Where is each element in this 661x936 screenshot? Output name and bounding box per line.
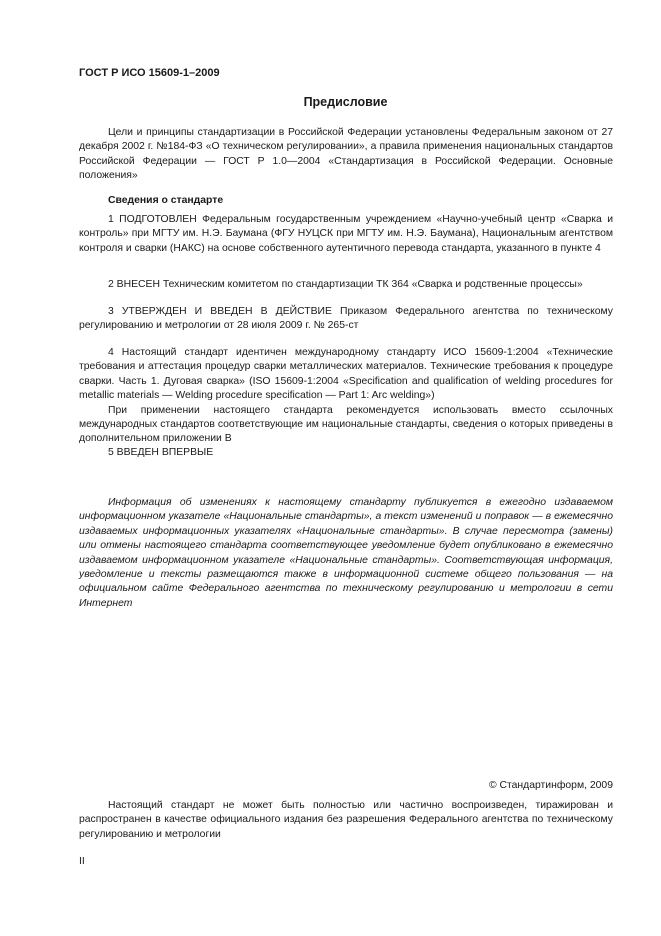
item-4 (79, 346, 613, 447)
page-title: Предисловие (303, 95, 388, 109)
item-1 (79, 213, 613, 256)
item-3-text: 3 УТВЕРЖДЕН И ВВЕДЕН В ДЕЙСТВИЕ Приказом Федерального агентства по техническому регулированию и метрологии от 28 июля 2009 г. № 265-ст (79, 306, 613, 332)
intro-paragraph (79, 126, 613, 184)
reproduction-text: Настоящий стандарт не может быть полностью или частично воспроизведен, тиражирован и распространен в качестве официального издания без разрешения Федерального агентства по техническому регулированию и метрологии (79, 800, 613, 840)
notice-text: Информация об изменениях к настоящему стандарту публикуется в ежегодно издаваемом информационном указателе «Национальные стандарты», а текст изменений и поправок — в ежемесячно издаваемых информационных указателях «Национальные стандарты». В случае пересмотра (замены) или отмены настоящего стандарта соответствующее уведомление будет опубликовано в ежемесячно издаваемом информационном указателе «Национальные стандарты». Соответствующая информация, уведомление и тексты размещаются также в информационной системе общего пользования — на официальном сайте Федерального агентства по техническому регулированию и метрологии в сети Интернет (79, 497, 613, 609)
copyright-line: © Стандартинформ, 2009 (488, 780, 613, 791)
reproduction-paragraph (79, 799, 613, 842)
notice-paragraph (79, 496, 613, 611)
intro-text: Цели и принципы стандартизации в Российской Федерации установлены Федеральным законом от 27 декабря 2002 г. №184-ФЗ «О техническом регулировании», а правила применения национальных стандартов Российской Федерации — ГОСТ Р 1.0—2004 «Стандартизация в Российской Федерации. Основные положения» (79, 127, 613, 182)
item-1-text: 1 ПОДГОТОВЛЕН Федеральным государственным учреждением «Научно-учебный центр «Сварка и контроль» при МГТУ им. Н.Э. Баумана (ФГУ НУЦСК при МГТУ им. Н.Э. Баумана), Национальным агентством контроля и сварки (НАКС) на основе собственного аутентичного перевода стандарта, указанного в пункте 4 (79, 214, 613, 254)
item-4-note: При применении настоящего стандарта рекомендуется использовать вместо ссылочных международных стандартов соответствующие им национальные стандарты, сведения о которых приведены в дополнительном приложении В (79, 404, 613, 445)
item-2: 2 ВНЕСЕН Техническим комитетом по стандартизации ТК 364 «Сварка и родственные процессы» (108, 279, 583, 290)
document-header: ГОСТ Р ИСО 15609-1–2009 (79, 67, 220, 79)
item-5: 5 ВВЕДЕН ВПЕРВЫЕ (108, 447, 214, 458)
info-heading: Сведения о стандарте (108, 195, 224, 206)
item-3 (79, 305, 613, 334)
item-4-text: 4 Настоящий стандарт идентичен международному стандарту ИСО 15609-1:2004 «Технические требования и аттестация процедур сварки металлических материалов. Технические требования к процедуре сварки. Часть 1. Дуговая сварка» (ISO 15609-1:2004 «Specification and qualification of welding procedures for metallic materials — Welding procedure specification — Part 1: Arc welding») (79, 347, 613, 402)
page-number: II (79, 856, 85, 867)
